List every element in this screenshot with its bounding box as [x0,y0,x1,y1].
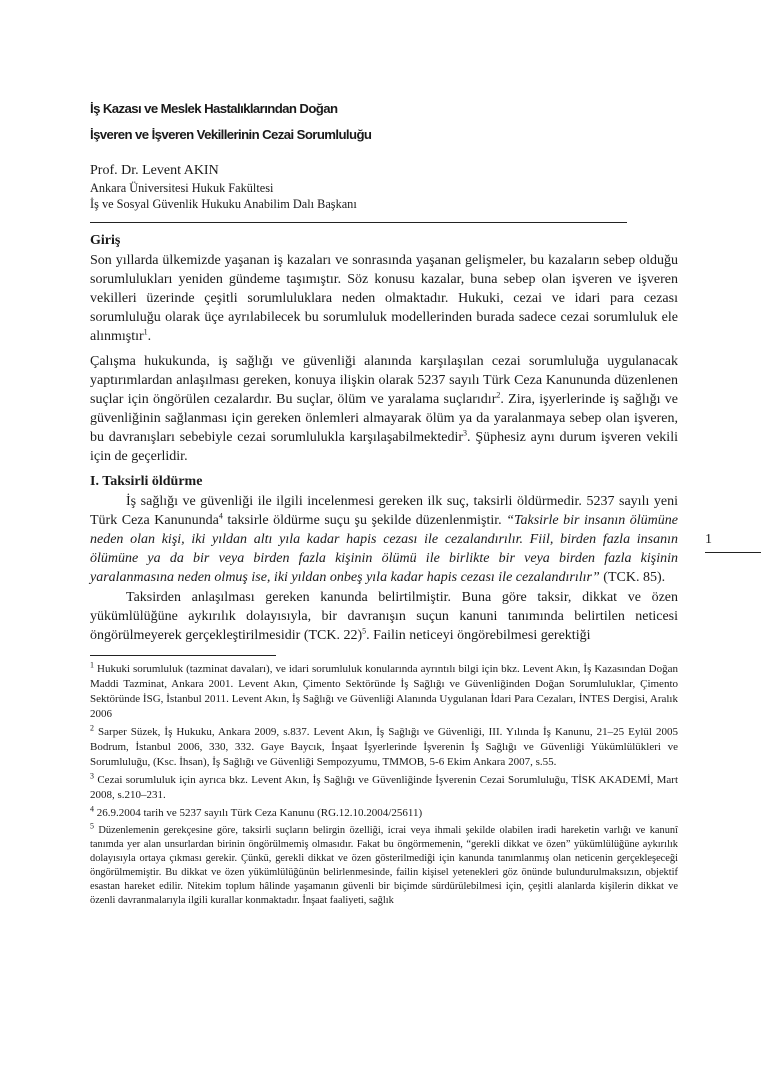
s1-p2-text-b: . Failin neticeyi öngörebilmesi gerektiği [366,628,591,643]
footnote-number: 4 [90,804,94,814]
document-page [90,96,678,911]
document-title-line2: İşveren ve İşveren Vekillerinin Cezai Sorumluluğu [90,127,372,142]
footnote-text: Hukuki sorumluluk (tazminat davaları), ve idari sorumluluk konularında ayrıntılı bilgi için bkz. Levent Akın, İş Kazasından Doğan Maddi Tazminat, Ankara 2001. Levent Akın, Çimento Sektöründe İş Sağlığı ve Güvenliğinden Doğan Sorumluluklar, Çimento Sektöründe İSG, İstanbul 2011. Levent Akın, İş Sağlığı ve Güvenliği Alanında Uygulanan İdari Para Cezaları, İNTES Dergisi, Aralık 2006 [90,663,678,720]
footnote-4 [90,806,678,821]
intro-p2-text-b: . Zira, işyerlerinde iş sağlığı ve güvenliğinin sağlanması için gereken önlemleri almayarak ölüm ya da yaralanmaya sebep olan işveren, bu davranışları sebebiyle cezai sorumlulukla karşılaşabilmektedir [90,392,678,445]
author-name: Prof. Dr. Levent AKIN [90,163,219,178]
footnote-text: Cezai sorumluluk için ayrıca bkz. Levent Akın, İş Sağlığı ve Güvenliğinde İşverenin Cezai Sorumluluğu, TİSK AKADEMİ, Mart 2008, s.210–231. [90,774,678,801]
s1-p1-text-a: İş sağlığı ve güvenliği ile ilgili incelenmesi gereken ilk suç, taksirli öldürmedir. 5237 sayılı yeni Türk Ceza Kanununda [90,494,678,528]
footnote-5 [90,821,678,908]
footnote-ref-4[interactable]: 4 [218,511,223,521]
footnote-ref-3[interactable]: 3 [463,428,468,438]
footnote-ref-2[interactable]: 2 [496,390,501,400]
footnote-1 [90,662,678,722]
footnote-text: Sarper Süzek, İş Hukuku, Ankara 2009, s.837. Levent Akın, İş Sağlığı ve Güvenliği, III. Yılında İş Kanunu, 21–25 Eylül 2005 Bodrum, İstanbul 2006, 330, 332. Gaye Baycık, İnşaat İşyerlerinde İşverenin İş Sağlığı ve Güvenliği Yükümlülükleri ve Sorumluluğu, (Ksc. İhsan), İş Sağlığı ve Güvenliği Sempozyumu, TMMOB, 5-6 Ekim Ankara 2007, s.55. [90,726,678,768]
footnote-separator [90,655,276,656]
affiliation-line1: Ankara Üniversitesi Hukuk Fakültesi [90,181,274,195]
intro-p1-end: . [147,329,152,344]
s1-p1-text-b: taksirle öldürme suçu şu şekilde düzenlenmiştir. [222,513,507,528]
footnote-3 [90,773,678,803]
author-block [90,162,678,212]
footnote-ref-5[interactable]: 5 [362,626,367,636]
footnote-2 [90,725,678,770]
footnote-number: 1 [90,660,94,670]
s1-p2-text-a: Taksirden anlaşılması gereken kanunda belirtilmiştir. Buna göre taksir, dikkat ve özen yükümlülüğüne aykırılık dolayısıyla, bir davranışın suçun kanuni tanımında belirtilen neticesi öngörülmeyerek gerçekleştirilmesidir (TCK. 22) [90,590,678,643]
s1-p1-text-c: (TCK. 85). [599,570,666,585]
affiliation-line2: İş ve Sosyal Güvenlik Hukuku Anabilim Dalı Başkanı [90,197,357,211]
intro-p2-text-a: Çalışma hukukunda, iş sağlığı ve güvenliği alanında karşılaşılan cezai sorumluluğa uygulanacak yaptırımlardan anlaşılması gereken, konuya ilişkin olarak 5237 sayılı Türk Ceza Kanununda düzenlenen suçlar için öngörülen cezalardır. Bu suçlar, ölüm ve yaralama suçlarıdır [90,354,678,407]
intro-paragraph-2 [90,352,678,466]
law-quote: “Taksirle bir insanın ölümüne neden olan kişi, iki yıldan altı yıla kadar hapis cezası ile cezalandırılır. Fiil, birden fazla insanın ölümüne ya da bir veya birden fazla kişinin ölümü ile birlikte bir veya birden fazla kişinin yaralanmasına neden olmuş ise, iki yıldan onbeş yıla kadar hapis cezası ile cezalandırılır” [90,513,679,585]
page-number: 1 [705,532,712,547]
page-number-underline [705,552,761,553]
intro-p1-text: Son yıllarda ülkemizde yaşanan iş kazaları ve sonrasında yaşanan gelişmeler, bu kazaların sebep olduğu sorumlulukları yeniden gündeme taşımıştır. Söz konusu kazalar, buna sebep olan işveren ve işveren vekilleri üzerinde çeşitli sorumluluklara neden olmaktadır. Hukuki, cezai ve idari para cezası sorumluluğu olarak üçe ayrılabilecek bu sorumluluk modellerinden burada sadece cezai sorumluluk ele alınmıştır [90,253,678,344]
footnote-number: 2 [90,723,94,733]
section1-paragraph-2 [90,588,678,645]
footnote-ref-1[interactable]: 1 [143,327,148,337]
footnotes [90,662,678,908]
footnote-text: Düzenlemenin gerekçesine göre, taksirli suçların belirgin özelliği, icrai veya ihmali şekilde olabilen iradi hareketin varlığı ve kanunî tanımda yer alan unsurlardan birinin öngörülmemiş olmasıdır. Fakat bu öngörmemenin, “gerekli dikkat ve özen” yükümlülüğüne aykırılık dolayısıyla ortaya çıkması gerekir. Çünkü, gerekli dikkat ve özen gösterilmediği için kanunda tanımlanmış olan neticenin gerçekleşeceği öngörülmemiştir. Bu dikkat ve özen yükümlülüğünün belirlenmesinde, failin kişisel yetenekleri göz önünde bulundurulmaksızın, objektif esastan hareket edilir. Nitekim toplum hâlinde yaşamanın güvenli bir biçimde sürdürülebilmesi için, çeşitli alanlarda kişilerin dikkat ve özenli davranmalarıyla ilgili kurallar konmaktadır. İnşaat faaliyeti, sağlık [90,825,678,906]
footnote-number: 5 [90,821,94,831]
separator-line [90,222,627,223]
footnote-text: 26.9.2004 tarih ve 5237 sayılı Türk Ceza Kanunu (RG.12.10.2004/25611) [94,807,423,819]
section-heading-intro: Giriş [90,233,121,248]
footnote-number: 3 [90,771,94,781]
section-heading-taksirli-oldurme: I. Taksirli öldürme [90,474,203,489]
document-title-line1: İş Kazası ve Meslek Hastalıklarından Doğan [90,101,338,116]
intro-paragraph-1 [90,251,678,346]
section1-paragraph-1 [90,492,678,587]
intro-p2-text-c: . Şüphesiz aynı durum işveren vekili için de geçerlidir. [90,430,678,464]
